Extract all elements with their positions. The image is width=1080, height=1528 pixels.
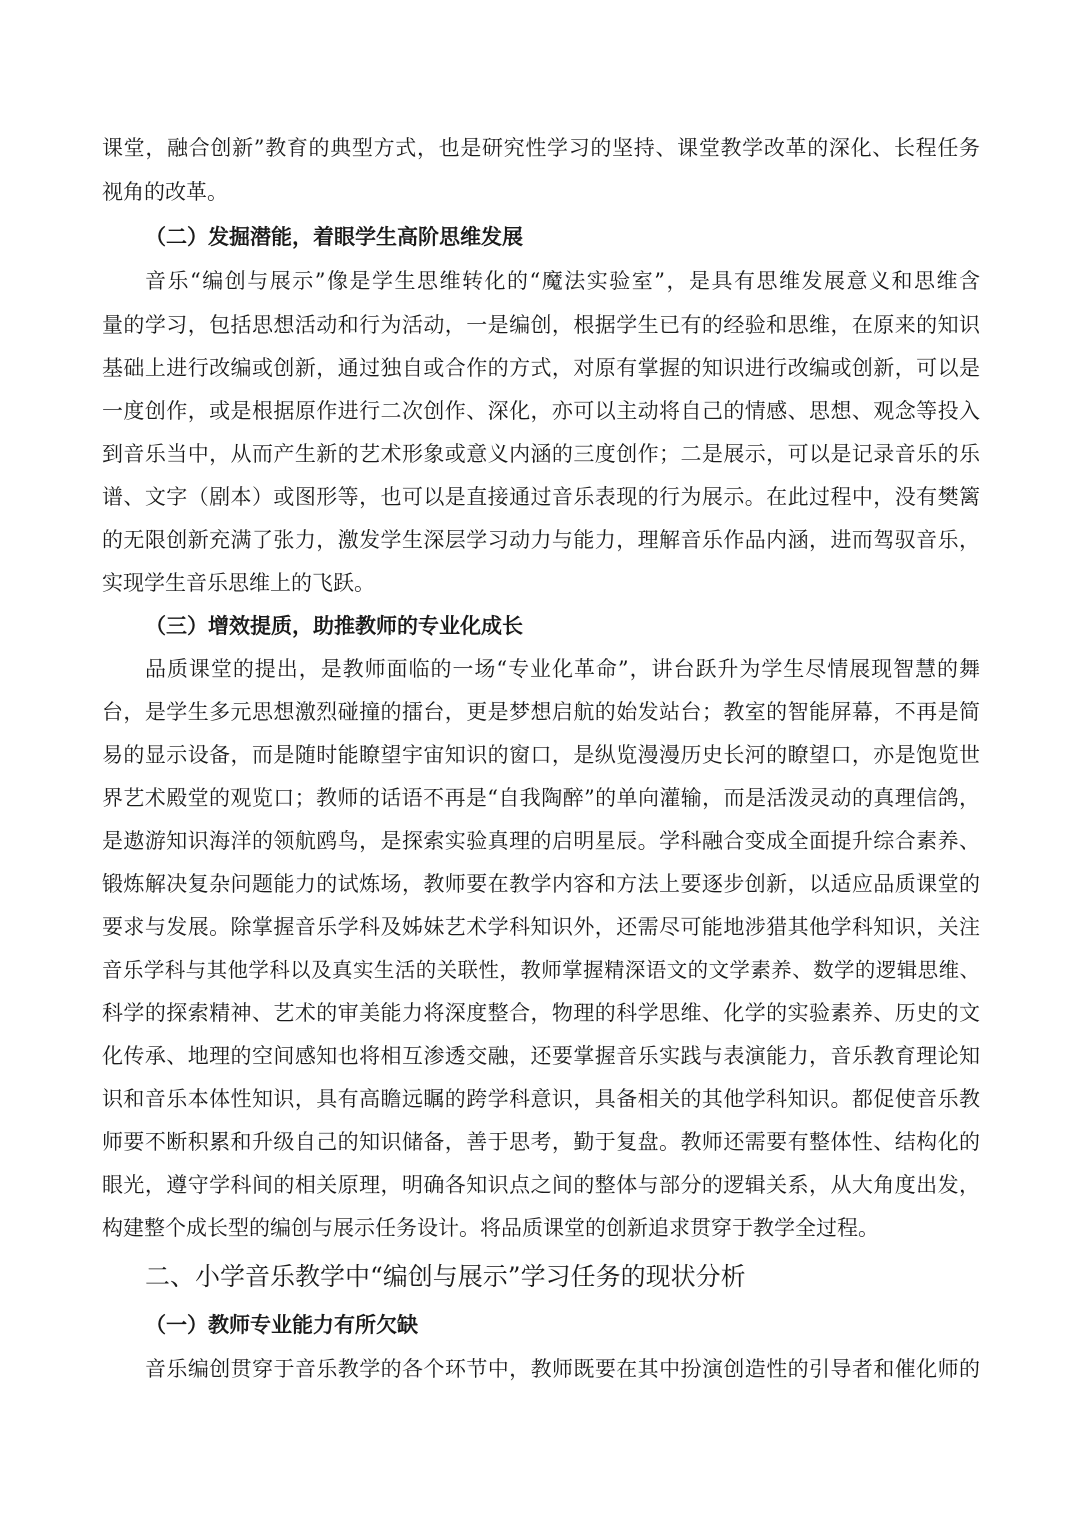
subsection-heading: （一）教师专业能力有所欠缺 <box>145 1312 418 1337</box>
paragraph-line: 音乐编创贯穿于音乐教学的各个环节中，教师既要在其中扮演创造性的引导者和催化师的 <box>145 1357 980 1381</box>
paragraph-line: 音乐学科与其他学科以及真实生活的关联性，教师掌握精深语文的文学素养、数学的逻辑思维、 <box>102 958 980 982</box>
paragraph-line: 品质课堂的提出，是教师面临的一场“专业化革命”，讲台跃升为学生尽情展现智慧的舞 <box>145 657 980 681</box>
paragraph-line: 台，是学生多元思想激烈碰撞的擂台，更是梦想启航的始发站台；教室的智能屏幕，不再是简 <box>102 700 980 724</box>
paragraph-line: 识和音乐本体性知识，具有高瞻远瞩的跨学科意识，具备相关的其他学科知识。都促使音乐教 <box>102 1087 980 1111</box>
section-heading: 二、小学音乐教学中“编创与展示”学习任务的现状分析 <box>145 1262 746 1291</box>
paragraph-line: 课堂，融合创新”教育的典型方式，也是研究性学习的坚持、课堂教学改革的深化、长程任务 <box>102 136 980 160</box>
paragraph-line: 实现学生音乐思维上的飞跃。 <box>102 571 375 595</box>
subsection-heading: （三）增效提质，助推教师的专业化成长 <box>145 613 523 638</box>
paragraph-line: 音乐“编创与展示”像是学生思维转化的“魔法实验室”，是具有思维发展意义和思维含 <box>145 269 980 293</box>
paragraph-line: 易的显示设备，而是随时能瞭望宇宙知识的窗口，是纵览漫漫历史长河的瞭望口，亦是饱览世 <box>102 743 980 767</box>
paragraph-line: 要求与发展。除掌握音乐学科及姊妹艺术学科知识外，还需尽可能地涉猎其他学科知识，关注 <box>102 915 980 939</box>
paragraph-line: 基础上进行改编或创新，通过独自或合作的方式，对原有掌握的知识进行改编或创新，可以是 <box>102 356 980 380</box>
paragraph-line: 师要不断积累和升级自己的知识储备，善于思考，勤于复盘。教师还需要有整体性、结构化的 <box>102 1130 980 1154</box>
paragraph-line: 构建整个成长型的编创与展示任务设计。将品质课堂的创新追求贯穿于教学全过程。 <box>102 1216 879 1240</box>
paragraph-line: 化传承、地理的空间感知也将相互渗透交融，还要掌握音乐实践与表演能力，音乐教育理论知 <box>102 1044 980 1068</box>
paragraph-line: 到音乐当中，从而产生新的艺术形象或意义内涵的三度创作；二是展示，可以是记录音乐的乐 <box>102 442 980 466</box>
paragraph-line: 一度创作，或是根据原作进行二次创作、深化，亦可以主动将自己的情感、思想、观念等投入 <box>102 399 980 423</box>
paragraph-line: 的无限创新充满了张力，激发学生深层学习动力与能力，理解音乐作品内涵，进而驾驭音乐， <box>102 528 980 552</box>
subsection-heading: （二）发掘潜能，着眼学生高阶思维发展 <box>145 224 523 249</box>
paragraph-line: 科学的探索精神、艺术的审美能力将深度整合，物理的科学思维、化学的实验素养、历史的文 <box>102 1001 980 1025</box>
paragraph-line: 界艺术殿堂的观览口；教师的话语不再是“自我陶醉”的单向灌输，而是活泼灵动的真理信鸽， <box>102 786 980 810</box>
paragraph-line: 眼光，遵守学科间的相关原理，明确各知识点之间的整体与部分的逻辑关系，从大角度出发， <box>102 1173 980 1197</box>
paragraph-line: 视角的改革。 <box>102 180 228 204</box>
paragraph-line: 谱、文字（剧本）或图形等，也可以是直接通过音乐表现的行为展示。在此过程中，没有樊篱 <box>102 485 980 509</box>
paragraph-line: 是遨游知识海洋的领航鸥鸟，是探索实验真理的启明星辰。学科融合变成全面提升综合素养、 <box>102 829 980 853</box>
paragraph-line: 量的学习，包括思想活动和行为活动，一是编创，根据学生已有的经验和思维，在原来的知识 <box>102 313 980 337</box>
paragraph-line: 锻炼解决复杂问题能力的试炼场，教师要在教学内容和方法上要逐步创新，以适应品质课堂的 <box>102 872 980 896</box>
